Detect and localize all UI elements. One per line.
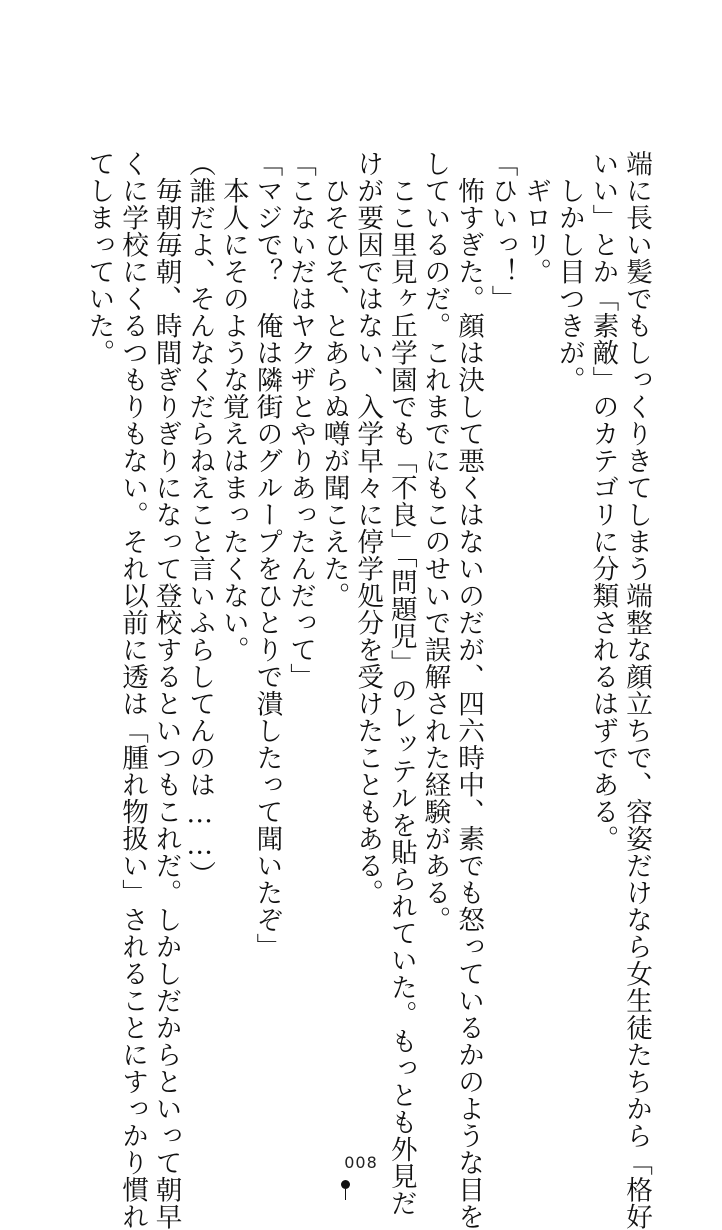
text-line: ここ里見ヶ丘学園でも「不良」「問題児」のレッテルを貼られていた。もっとも外見だ [385,150,417,1217]
text-line: くに学校にくるつもりもない。それ以前に透は「腫れ物扱い」されることにすっかり慣れ [117,150,148,1230]
text-line: しかし目つきが。 [553,150,585,393]
text-line: 「こないだはヤクザとやりあったんだって」 [285,150,316,690]
text-line: いい」とか「素敵」のカテゴリに分類されるはずである。 [587,150,619,852]
text-line: しているのだ。これまでにもこのせいで誤解された経験がある。 [419,150,451,933]
text-line: 「マジで？ 俺は隣街のグループをひとりで潰したって聞いたぞ」 [251,150,283,960]
page-number: 008 [344,1153,378,1172]
text-line: てしまっていた。 [83,150,115,366]
text-line: 「ひいっ！」 [486,150,518,312]
text-line: 端に長い髪でもしっくりきてしまう端整な顔立ちで、容姿だけなら女生徒たちから「格好 [621,150,652,1230]
text-line: （誰だよ、そんなくだらねえこと言いふらしてんのは……） [184,150,216,888]
text-line: ギロリ。 [520,150,552,285]
text-line: 怖すぎた。顔は決して悪くはないのだが、四六時中、素でも怒っているかのような目を [453,150,484,1230]
page-marker-line [345,1189,346,1200]
page-marker-dot-icon [341,1180,350,1189]
text-line: けが要因ではない、入学早々に停学処分を受けたこともある。 [352,150,384,906]
text-line: 毎朝毎朝、時間ぎりぎりになって登校するといつもこれだ。しかしだからといって朝早 [150,150,182,1230]
text-line: ひそひそ、とあらぬ噂が聞こえた。 [318,150,350,609]
text-line: 本人にそのような覚えはまったくない。 [217,150,249,663]
